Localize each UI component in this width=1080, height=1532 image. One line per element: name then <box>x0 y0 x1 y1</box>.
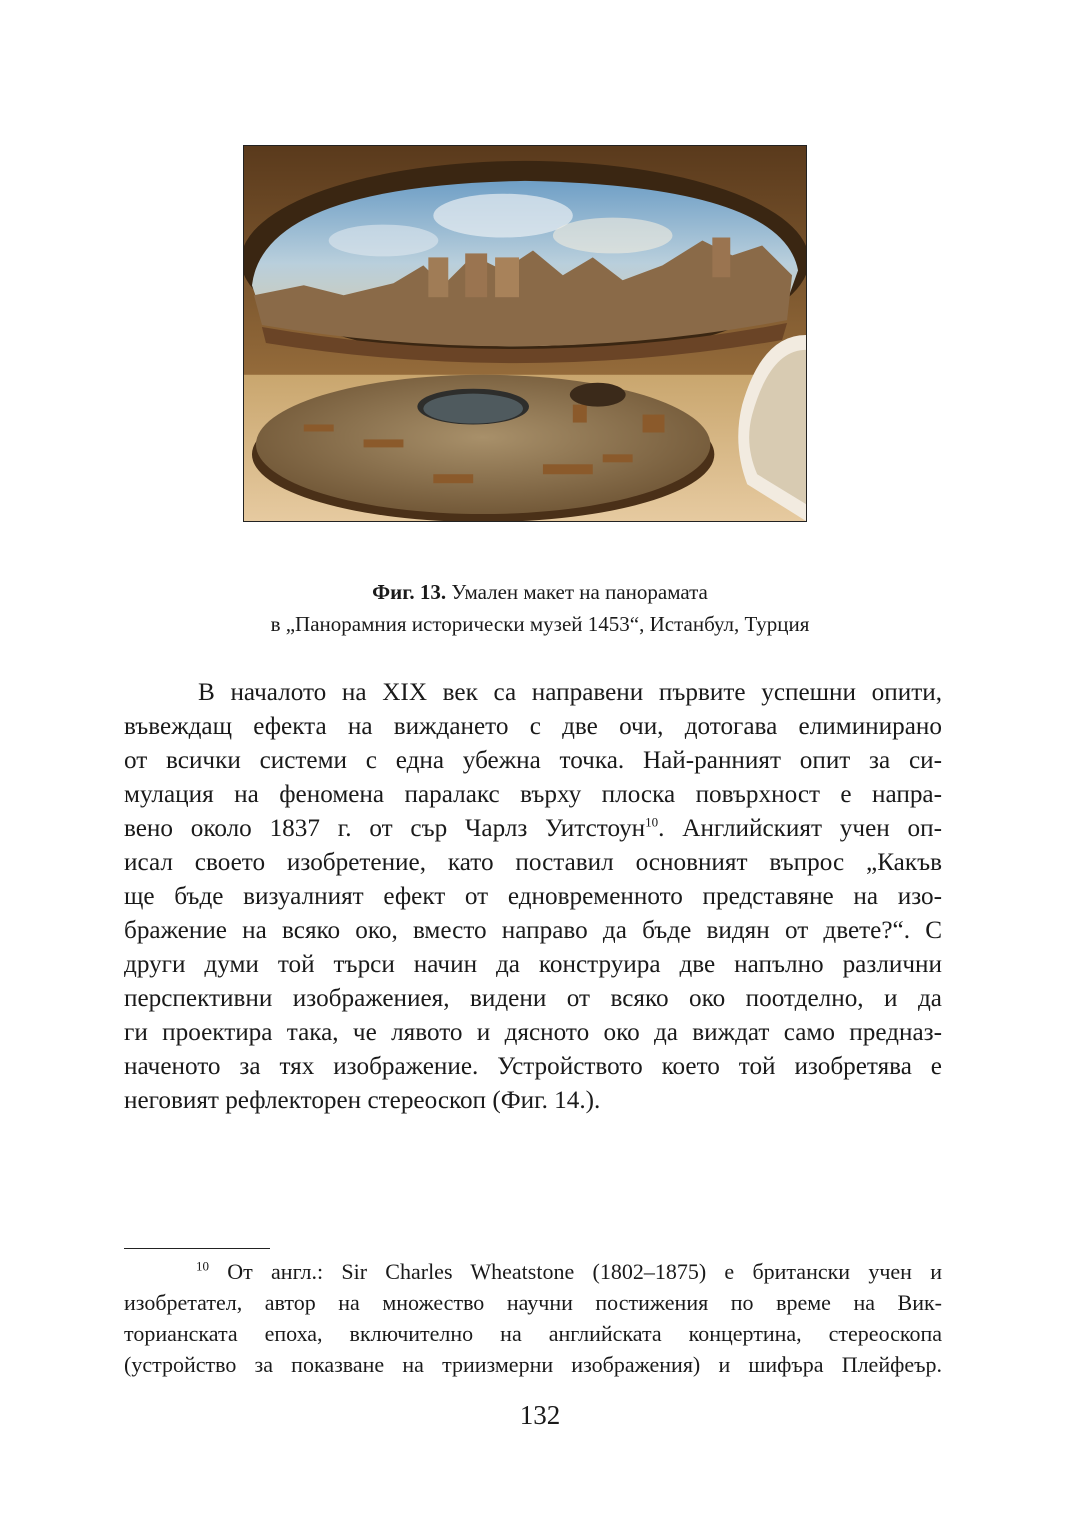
body-line-with-footnote <box>124 812 942 846</box>
body-line-part: . Английският учен оп- <box>658 815 942 842</box>
body-line: исал своето изобретение, като поставил основният въпрос „Какъв <box>124 849 942 876</box>
panorama-illustration <box>244 146 806 521</box>
footnote-line <box>124 1256 942 1287</box>
footnote-reference[interactable]: 10 <box>645 814 659 830</box>
body-line: неговият рефлекторен стереоскоп (Фиг. 14.). <box>124 1087 601 1114</box>
footnote-text: От англ.: Sir Charles Wheatstone (1802–1875) е британски учен и <box>209 1259 942 1284</box>
body-line: В началото на XIX век са направени първите успешни опити, <box>198 679 942 706</box>
footnote-separator <box>124 1248 270 1249</box>
body-line: ще бъде визуалният ефект от едновременното представяне на изо- <box>124 883 942 910</box>
footnote <box>124 1256 942 1380</box>
body-line: ги проектира така, че лявото и дясното око да виждат само предназ- <box>124 1019 942 1046</box>
page-number: 132 <box>519 1400 561 1430</box>
body-line: други думи той търси начин да конструира две напълно различни <box>124 951 942 978</box>
caption-line-2: в „Панорамния исторически музей 1453“, Истанбул, Турция <box>270 612 810 636</box>
body-line: въвеждащ ефекта на виждането с две очи, дотогава елиминирано <box>124 713 942 740</box>
body-line: наченото за тях изображение. Устройството което той изобретява е <box>124 1053 942 1080</box>
body-line: перспективни изображениея, видени от всяко око поотделно, и да <box>124 985 942 1012</box>
body-line-part: вено около 1837 г. от сър Чарлз Уитстоун <box>124 815 646 842</box>
footnote-line: (устройство за показване на триизмерни изображения) и шифъра Плейфеър. <box>124 1352 942 1377</box>
body-line: мулация на феномена паралакс върху плоска повърхност е напра- <box>124 781 942 808</box>
caption-line-1 <box>0 576 1080 608</box>
figure-label: Фиг. 13. <box>372 580 447 604</box>
body-line: от всички системи с една убежна точка. Най-ранният опит за си- <box>124 747 942 774</box>
body-paragraph <box>124 676 942 1118</box>
footnote-line: торианската епоха, включително на английската концертина, стереоскопа <box>124 1321 942 1346</box>
figure-caption <box>0 576 1080 640</box>
caption-text-1: Умален макет на панорамата <box>446 580 708 604</box>
footnote-marker: 10 <box>196 1258 209 1274</box>
panorama-model-photo <box>243 145 807 522</box>
body-line: бражение на всяко око, вместо направо да бъде видян от двете?“. С <box>124 917 942 944</box>
footnote-line: изобретател, автор на множество научни постижения по време на Вик- <box>124 1290 942 1315</box>
